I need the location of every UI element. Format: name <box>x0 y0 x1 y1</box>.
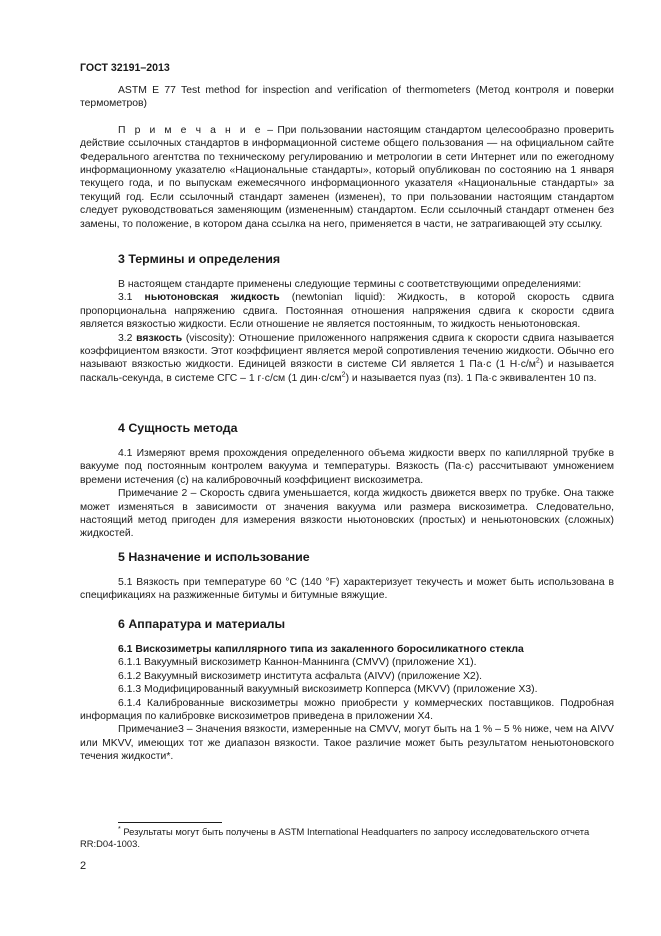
note-label: П р и м е ч а н и е <box>118 124 263 136</box>
section-5-title: 5 Назначение и использование <box>118 550 310 564</box>
clause-6-1-2: 6.1.2 Вакуумный вискозиметр института асфальта (AIVV) (приложение X2). <box>118 670 483 682</box>
clause-6-1: 6.1 Вискозиметры капиллярного типа из закаленного боросиликатного стекла <box>118 644 524 655</box>
clause-5-1: 5.1 Вязкость при температуре 60 °С (140 °F) характеризует текучесть и может быть использована в спецификациях на разжиженные битумы и битумные вяжущие. <box>80 577 614 602</box>
astm-reference: ASTM E 77 Test method for inspection and verification of thermometers (Метод контроля и поверки термометров) <box>80 85 614 110</box>
term-number: 3.2 <box>118 332 137 344</box>
section-6-title: 6 Аппаратура и материалы <box>118 617 286 631</box>
footnote-mark: * <box>118 825 121 833</box>
clause-6-1-4: 6.1.4 Калиброванные вискозиметры можно приобрести у коммерческих поставщиков. Подробная информация по калибровке вискозиметров приведена в приложении X4. <box>80 697 614 723</box>
term-definition: (viscosity): Отношение приложенного напряжения сдвига к скорости сдвига называется коэффициентом вязкости. Этот коэффициент является мерой сопротивления течению жидкости. Обычно его называют вязкостью жидкости. Единицей вязкости в системе СИ является 1 Па·с (1 Н·с/м <box>80 332 614 371</box>
footnote-separator <box>118 822 222 823</box>
section-5 <box>80 550 614 603</box>
section-4 <box>80 421 614 541</box>
term-name: ньютоновская жидкость <box>144 292 280 304</box>
note-paragraph <box>80 124 614 231</box>
term-definition: (newtonian liquid): Жидкость, в которой скорость сдвига пропорциональна напряжению сдвига. Постоянная отношения напряжения сдвига к скорости сдвига является вязкостью жидкости. Если отношение не является постоянным, то жидкость неньютоновская. <box>80 292 614 331</box>
section-3-intro: В настоящем стандарте применены следующие термины с соответствующими определениями: <box>118 279 582 290</box>
footnote-text: Результаты могут быть получены в ASTM International Headquarters по запросу исследовательского отчета RR:D04-1003. <box>80 826 590 849</box>
term-definition: ) и называется пуаз (пз). 1 Па·с эквивалентен 10 пз. <box>345 372 597 384</box>
term-number: 3.1 <box>118 292 145 304</box>
superscript: 2 <box>535 357 540 365</box>
term-name: вязкость <box>136 332 183 344</box>
clause-4-1: 4.1 Измеряют время прохождения определенного объема жидкости вверх по капиллярной трубке в вакууме под постоянным контролем вакуума и температуры. Вязкость (Па·с) рассчитывают умножением времени истечения (с) на калибровочный коэффициент вискозиметра. <box>80 448 614 486</box>
note-2: Примечание 2 – Скорость сдвига уменьшается, когда жидкость движется вверх по трубке. Она также может изменяться в зависимости от значения вакуума или размера вискозиметра. Следовательно, настоящий метод пригоден для измерения вязкости ньютоновских (простых) и неньютоновских (сложных) жидкостей. <box>80 488 614 540</box>
section-3-title: 3 Термины и определения <box>118 252 281 266</box>
note-text: – При пользовании настоящим стандартом целесообразно проверить действие ссылочных стандартов в информационной системе общего пользования — на официальном сайте Федерального агентства по техническому регулированию и метрологии в сети Интернет или по ежегодному информационному указателю «Национальные стандарты», который опубликован по состоянию на 1 января текущего года, и по выпускам ежемесячного информационного указателя «Национальные стандарты» за текущий год. Если ссылочный стандарт заменен (изменен), то при пользовании настоящим стандартом следует руководствоваться заменяющим (измененным) стандартом. Если ссылочный стандарт отменен без замены, то положение, в котором дана ссылка на него, применяется в части, не затрагивающей эту ссылку. <box>80 124 614 230</box>
section-4-title: 4 Сущность метода <box>118 421 238 435</box>
clause-6-1-3: 6.1.3 Модифицированный вакуумный вискозиметр Копперса (MKVV) (приложение X3). <box>118 684 538 696</box>
standard-header: ГОСТ 32191–2013 <box>80 62 170 74</box>
page-number: 2 <box>80 860 87 872</box>
footnote <box>80 826 614 850</box>
term-definition: ) и называется паскаль-секунда, в системе СГС – 1 г·с/см (1 дин·с/см <box>80 359 614 384</box>
section-3 <box>80 252 614 385</box>
intro-block <box>80 84 614 231</box>
clause-6-1-1: 6.1.1 Вакуумный вискозиметр Каннон-Маннинга (CMVV) (приложение X1). <box>118 657 477 669</box>
note-3: Примечание3 – Значения вязкости, измеренные на CMVV, могут быть на 1 % – 5 % ниже, чем на AIVV или MKVV, имеющих тот же диапазон вязкости. Такое различие может быть результатом неньютоновского течения жидкости*. <box>80 724 614 763</box>
term-3-1 <box>80 291 614 331</box>
section-6 <box>80 617 614 764</box>
term-3-2 <box>80 332 614 386</box>
superscript: 2 <box>341 371 346 379</box>
